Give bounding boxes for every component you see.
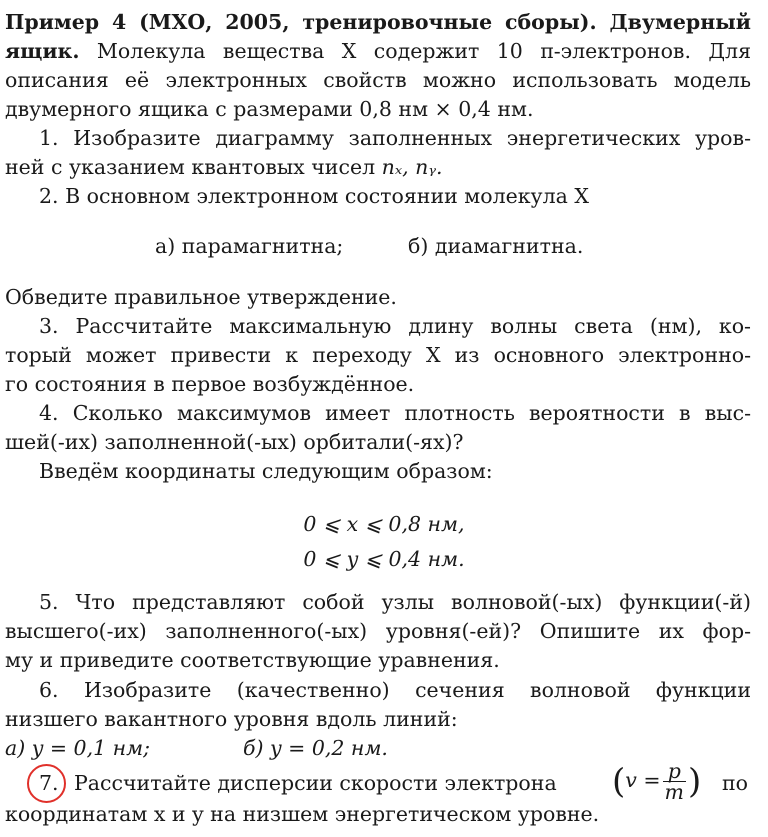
question-7-number: 7. [39, 771, 59, 795]
formula-fraction [663, 761, 686, 802]
question-6-line-2: низшего вакантного уровня вдоль линий: [5, 707, 458, 731]
quantum-numbers: nₓ, nᵧ. [381, 155, 443, 179]
example-title: Пример 4 (МХО, 2005, тренировочные сборы). Двумерный [5, 10, 751, 34]
question-2-instruction: Обведите правильное утверждение. [5, 285, 397, 309]
coordinate-x-range: 0 ⩽ x ⩽ 0,8 нм, [303, 512, 465, 536]
question-7-text: Рассчитайте дисперсии скорости электрона [74, 771, 557, 795]
formula-denominator: m [664, 780, 684, 804]
question-3-line-2: торый может привести к переходу X из основного электронно- [5, 343, 751, 367]
question-4-line-2: шей(-их) заполненной(-ых) орбитали(-ях)? [5, 430, 464, 454]
question-3-line-3: го состояния в первое возбуждённое. [5, 372, 415, 396]
question-5-line-2: высшего(-их) заполненного(-ых) уровня(-ей)? Опишите их фор- [5, 619, 751, 643]
question-6-line-1: 6. Изобразите (качественно) сечения волновой функции [39, 678, 751, 702]
question-5-line-1: 5. Что представляют собой узлы волновой(-ых) функции(-й) [39, 590, 751, 614]
intro-text: Молекула вещества X содержит 10 π-электронов. Для [96, 39, 751, 63]
question-1-line-2 [5, 153, 751, 182]
intro-line-4: двумерного ящика с размерами 0,8 нм × 0,4 нм. [5, 97, 534, 121]
coordinate-y-range: 0 ⩽ y ⩽ 0,4 нм. [303, 547, 465, 571]
intro-line-2 [5, 37, 751, 66]
question-1-text: ней с указанием квантовых чисел [5, 155, 382, 179]
question-6-option-a: а) y = 0,1 нм; [5, 736, 151, 760]
option-diamagnetic: б) диамагнитна. [408, 234, 584, 258]
formula-numerator: p [663, 761, 686, 782]
question-1-line-1: 1. Изобразите диаграмму заполненных энергетических уров- [39, 126, 751, 150]
question-7-line-2: координатам x и y на низшем энергетическом уровне. [5, 802, 600, 826]
question-6-option-b: б) y = 0,2 нм. [243, 736, 388, 760]
intro-line-3: описания её электронных свойств можно использовать модель [5, 68, 751, 92]
question-2: 2. В основном электронном состоянии молекула X [39, 184, 589, 208]
coordinates-intro: Введём координаты следующим образом: [39, 459, 493, 483]
option-paramagnetic: а) парамагнитна; [155, 234, 344, 258]
formula-open-paren: ( [612, 761, 626, 802]
example-title-end: ящик. [5, 39, 80, 63]
question-3-line-1: 3. Рассчитайте максимальную длину волны света (нм), ко- [39, 314, 751, 338]
question-5-line-3: му и приведите соответствующие уравнения. [5, 648, 500, 672]
formula-lhs: v = [625, 768, 661, 792]
formula-close-paren: ) [688, 761, 702, 802]
question-4-line-1: 4. Сколько максимумов имеет плотность вероятности в выс- [39, 401, 751, 425]
title-line [5, 8, 751, 37]
question-7-after: по [722, 771, 749, 795]
velocity-formula [612, 760, 701, 802]
